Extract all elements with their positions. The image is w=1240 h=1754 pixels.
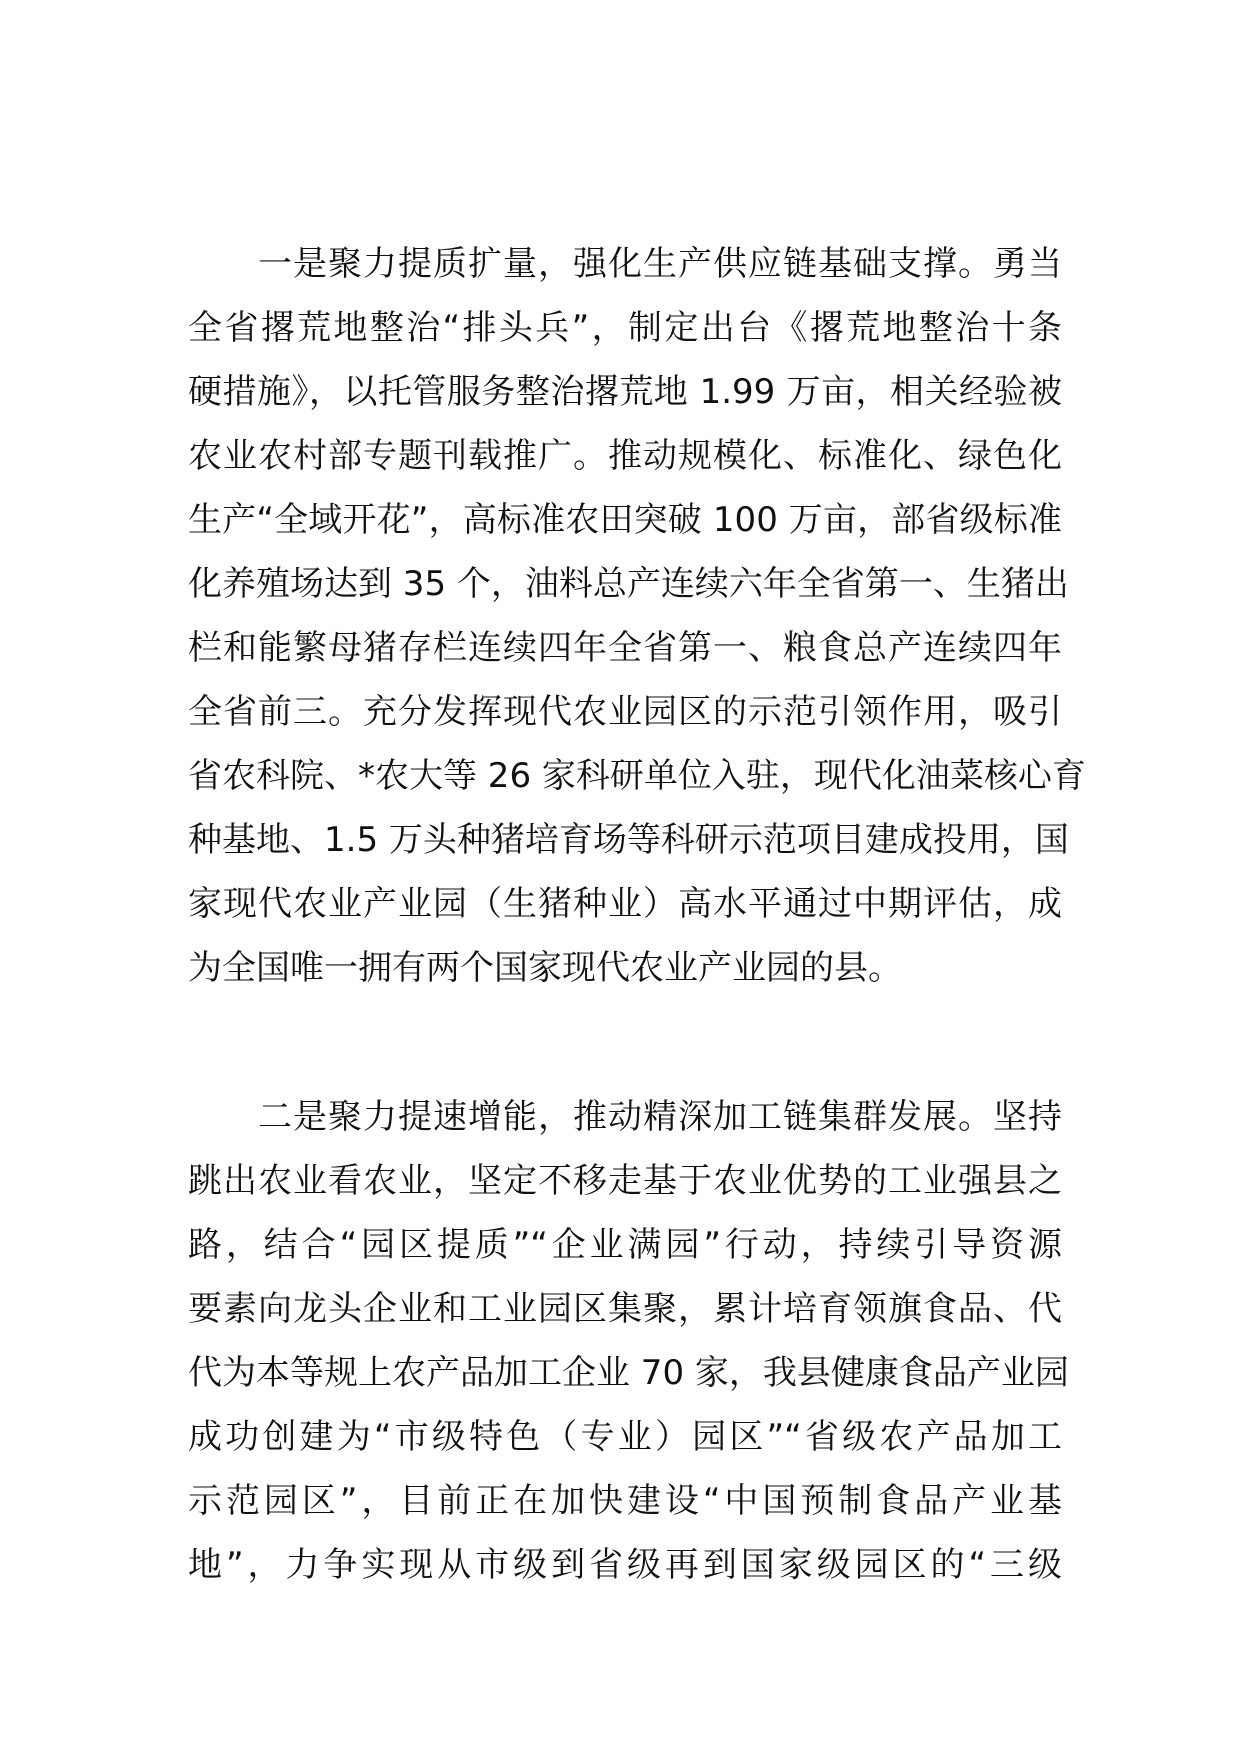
paragraph-2-line-1: 二是聚力提速增能，推动精深加工链集群发展。坚持 — [258, 1097, 1062, 1137]
paragraph-1-line-11: 家现代农业产业园（生猪种业）高水平通过中期评估，成 — [188, 884, 1062, 924]
paragraph-1-line-12: 为全国唯一拥有两个国家现代农业产业园的县。 — [188, 948, 902, 988]
paragraph-1-line-6: 化养殖场达到 35 个，油料总产连续六年全省第一、生猪出 — [188, 564, 1069, 604]
paragraph-1-line-5: 生产“全域开花”，高标准农田突破 100 万亩，部省级标准 — [188, 500, 1062, 540]
paragraph-2-line-4: 要素向龙头企业和工业园区集聚，累计培育领旗食品、代 — [188, 1289, 1062, 1329]
paragraph-2 — [188, 1085, 1069, 1597]
paragraph-1-line-3: 硬措施》，以托管服务整治撂荒地 1.99 万亩，相关经验被 — [188, 372, 1062, 412]
paragraph-2-line-7: 示范园区”，目前正在加快建设“中国预制食品产业基 — [188, 1481, 1062, 1521]
paragraph-1-line-2: 全省撂荒地整治“排头兵”，制定出台《撂荒地整治十条 — [188, 308, 1062, 348]
paragraph-2-line-5: 代为本等规上农产品加工企业 70 家，我县健康食品产业园 — [188, 1353, 1069, 1393]
paragraph-2-line-3: 路，结合“园区提质”“企业满园”行动，持续引导资源 — [188, 1225, 1062, 1265]
paragraph-1-line-1: 一是聚力提质扩量，强化生产供应链基础支撑。勇当 — [258, 244, 1062, 284]
paragraph-1-line-4: 农业农村部专题刊载推广。推动规模化、标准化、绿色化 — [188, 436, 1062, 476]
paragraph-1-line-10: 种基地、1.5 万头种猪培育场等科研示范项目建成投用，国 — [188, 820, 1069, 860]
paragraph-2-line-6: 成功创建为“市级特色（专业）园区”“省级农产品加工 — [188, 1417, 1062, 1457]
paragraph-1-line-8: 全省前三。充分发挥现代农业园区的示范引领作用，吸引 — [188, 692, 1062, 732]
paragraph-2-line-8: 地”，力争实现从市级到省级再到国家级园区的“三级 — [188, 1545, 1062, 1585]
paragraph-1-line-7: 栏和能繁母猪存栏连续四年全省第一、粮食总产连续四年 — [188, 628, 1062, 668]
paragraph-1 — [188, 232, 1086, 1000]
paragraph-1-line-9: 省农科院、*农大等 26 家科研单位入驻，现代化油菜核心育 — [188, 756, 1086, 796]
paragraph-2-line-2: 跳出农业看农业，坚定不移走基于农业优势的工业强县之 — [188, 1161, 1062, 1201]
